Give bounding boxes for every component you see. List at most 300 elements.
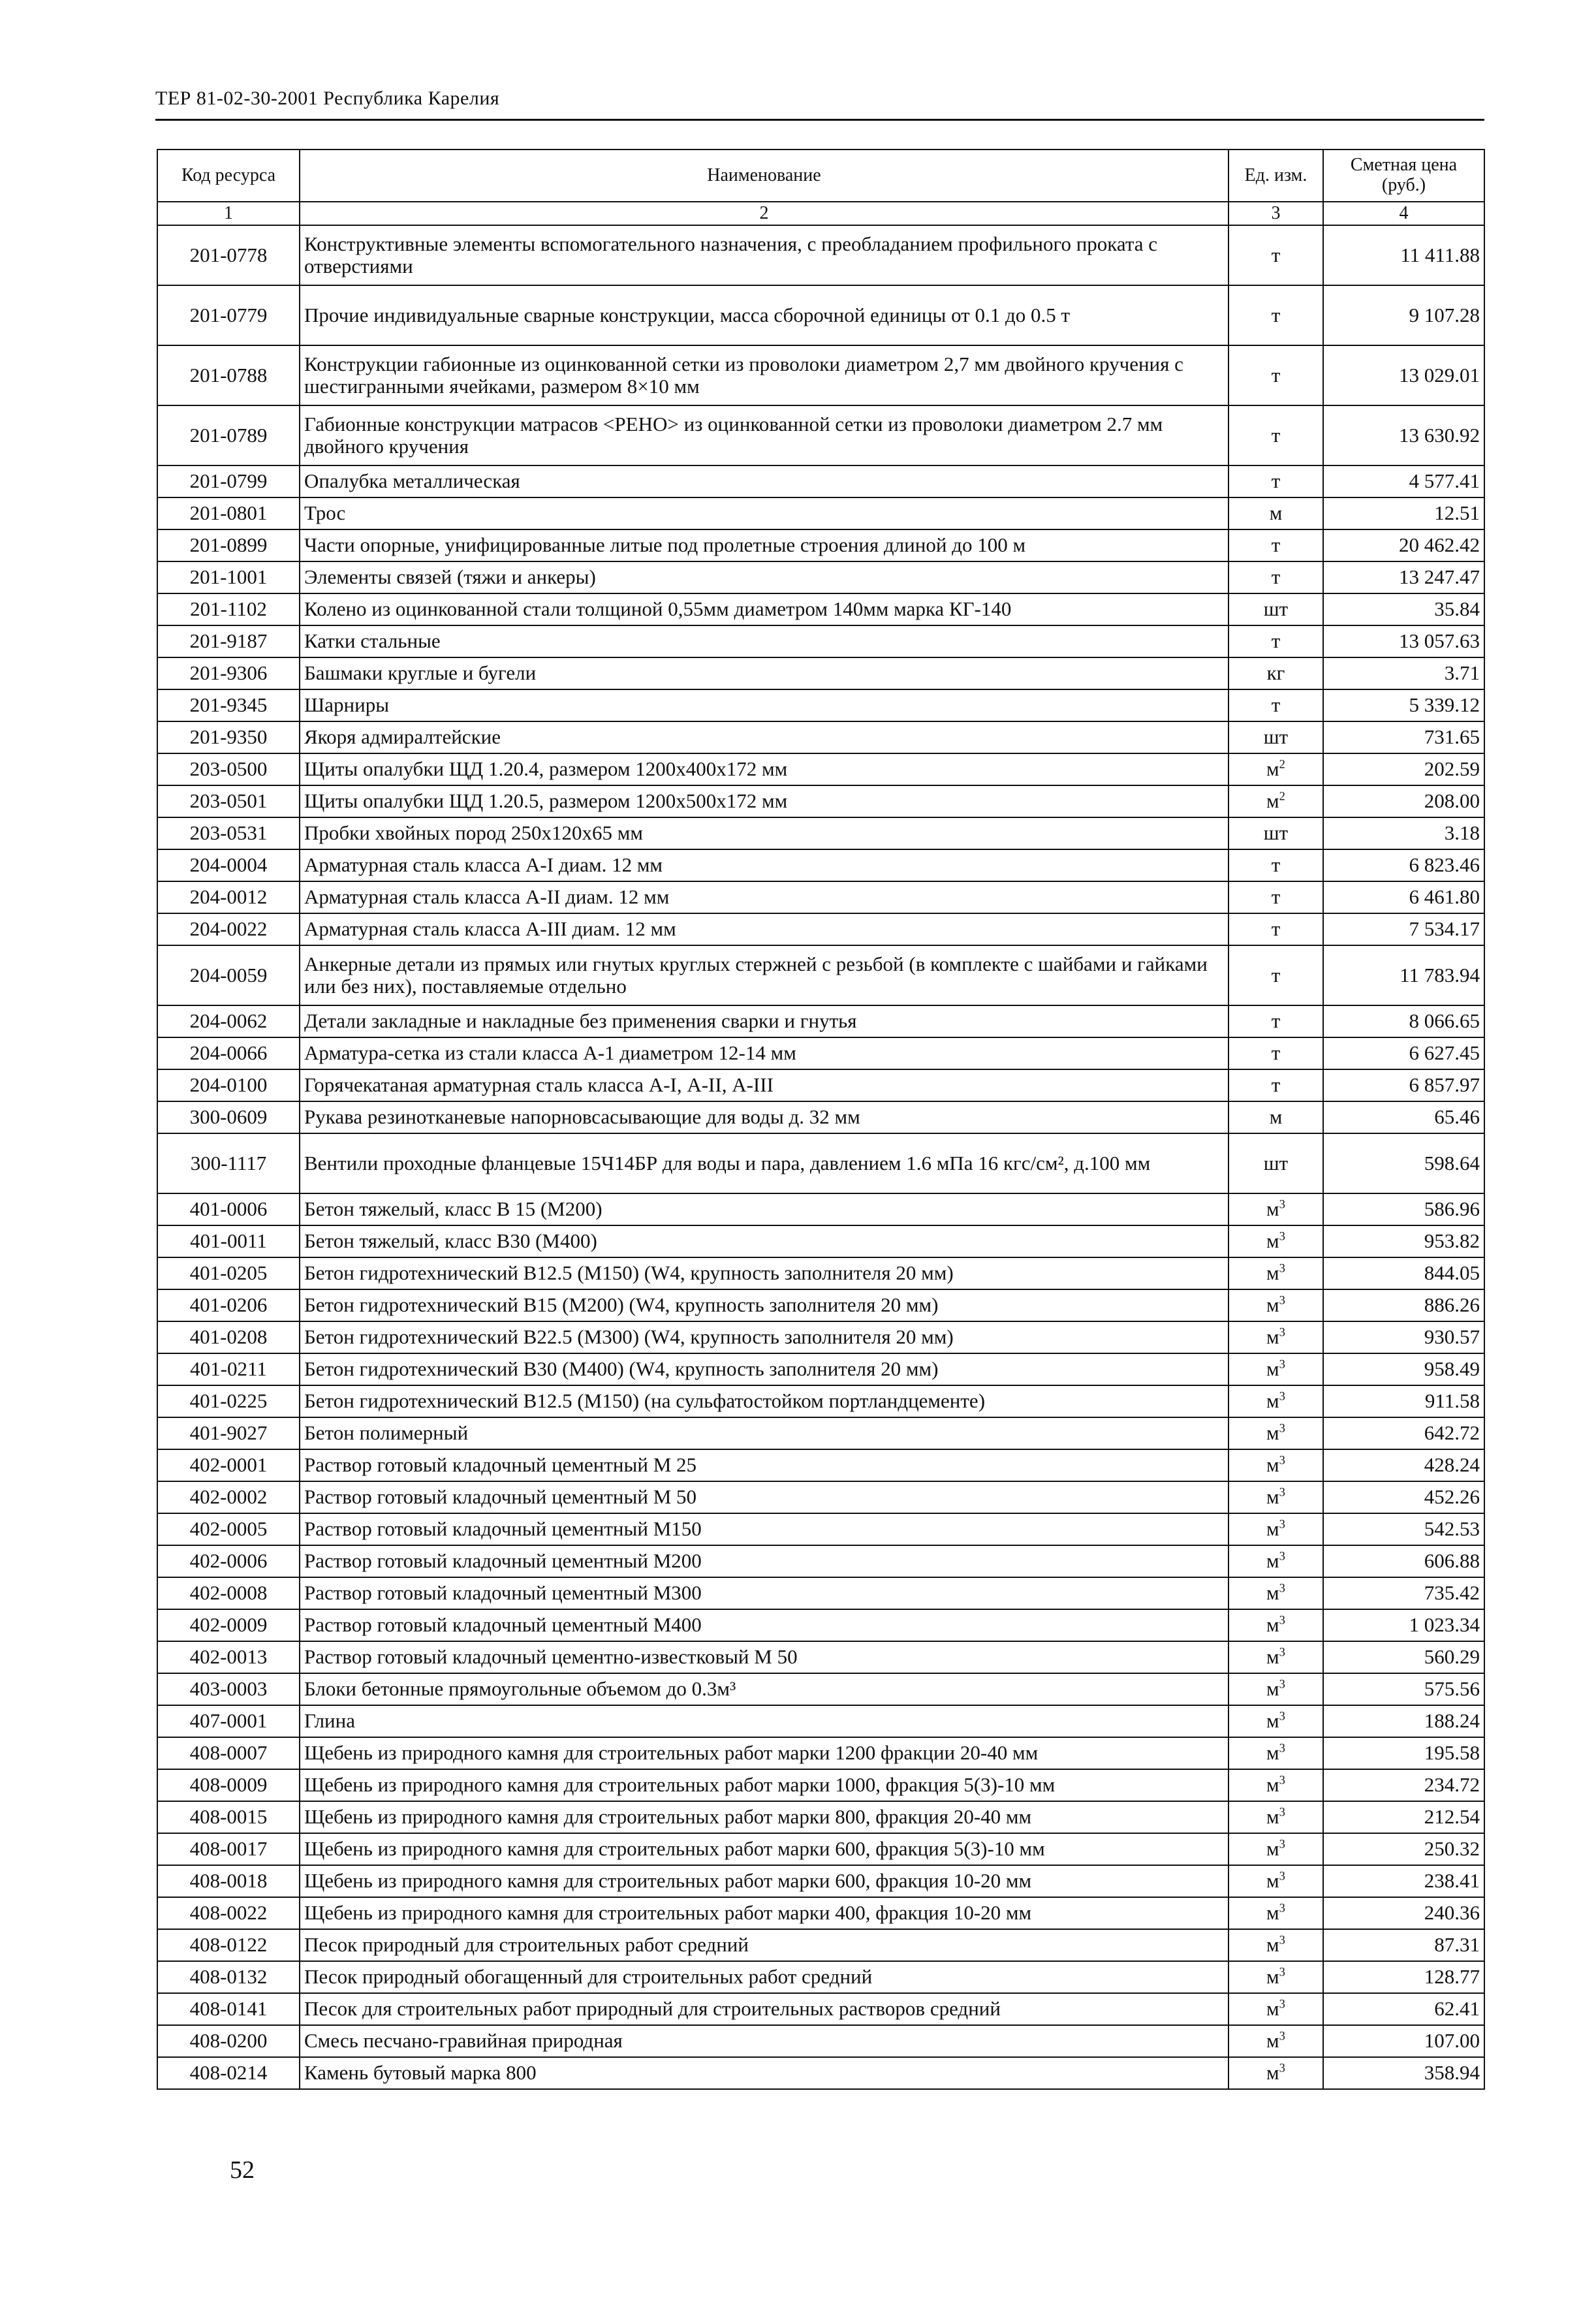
unit-cell [1228, 1385, 1323, 1417]
unit-label: т [1271, 533, 1281, 557]
table-row [157, 1321, 1484, 1353]
table-row [157, 1289, 1484, 1321]
unit-label: м [1266, 1197, 1279, 1221]
unit-exponent: 2 [1279, 790, 1285, 804]
resource-name-cell: Раствор готовый кладочный цементно-известковый М 50 [300, 1641, 1228, 1673]
resource-name-cell: Детали закладные и накладные без применения сварки и гнутья [300, 1005, 1228, 1037]
resource-code-cell: 300-0609 [157, 1101, 300, 1133]
unit-label: т [1271, 565, 1281, 589]
price-cell: 11 783.94 [1323, 945, 1484, 1005]
table-row [157, 1769, 1484, 1801]
price-cell: 13 630.92 [1323, 405, 1484, 465]
price-cell: 20 462.42 [1323, 529, 1484, 561]
price-cell: 542.53 [1323, 1513, 1484, 1545]
unit-cell [1228, 345, 1323, 405]
unit-label: м [1269, 501, 1283, 525]
resource-code-cell: 203-0501 [157, 785, 300, 817]
resource-name-cell: Габионные конструкции матрасов <РЕНО> из оцинкованной сетки из проволоки диаметром 2.7 мм двойного кручения [300, 405, 1228, 465]
table-row [157, 1257, 1484, 1289]
unit-cell [1228, 1545, 1323, 1577]
unit-label: м [1266, 1517, 1279, 1541]
unit-cell [1228, 689, 1323, 721]
price-cell: 844.05 [1323, 1257, 1484, 1289]
unit-cell [1228, 1833, 1323, 1865]
resource-name-cell: Бетон тяжелый, класс В 15 (М200) [300, 1193, 1228, 1225]
column-number: 3 [1228, 202, 1323, 225]
unit-label: м [1266, 1645, 1279, 1669]
unit-label: м [1266, 2029, 1279, 2053]
unit-cell [1228, 1069, 1323, 1101]
table-row [157, 689, 1484, 721]
resource-code-cell: 201-0801 [157, 497, 300, 529]
table-row [157, 625, 1484, 657]
resource-name-cell: Бетон полимерный [300, 1417, 1228, 1449]
column-number: 4 [1323, 202, 1484, 225]
resource-code-cell: 408-0122 [157, 1929, 300, 1961]
unit-cell [1228, 1673, 1323, 1705]
resource-name-cell: Раствор готовый кладочный цементный М200 [300, 1545, 1228, 1577]
column-header-name: Наименование [300, 150, 1228, 202]
resource-price-table [157, 149, 1485, 2090]
resource-name-cell: Элементы связей (тяжи и анкеры) [300, 561, 1228, 593]
unit-label: т [1271, 303, 1281, 326]
resource-code-cell: 402-0013 [157, 1641, 300, 1673]
price-cell: 5 339.12 [1323, 689, 1484, 721]
price-cell: 3.71 [1323, 657, 1484, 689]
unit-label: м [1266, 1805, 1279, 1829]
table-row [157, 1673, 1484, 1705]
unit-exponent: 3 [1279, 2062, 1285, 2076]
price-cell: 886.26 [1323, 1289, 1484, 1321]
resource-name-cell: Щебень из природного камня для строительных работ марки 400, фракция 10-20 мм [300, 1897, 1228, 1929]
unit-label: кг [1266, 661, 1285, 685]
resource-name-cell: Прочие индивидуальные сварные конструкции, масса сборочной единицы от 0.1 до 0.5 т [300, 285, 1228, 345]
unit-label: м [1266, 1485, 1279, 1509]
resource-name-cell: Щебень из природного камня для строительных работ марки 1200 фракции 20-40 мм [300, 1737, 1228, 1769]
unit-label: м [1266, 1389, 1279, 1413]
table-row [157, 1737, 1484, 1769]
unit-label: м [1266, 1421, 1279, 1445]
table-row [157, 1897, 1484, 1929]
unit-label: м [1266, 1293, 1279, 1317]
price-cell: 6 823.46 [1323, 849, 1484, 881]
unit-label: т [1271, 693, 1281, 717]
resource-code-cell: 401-0208 [157, 1321, 300, 1353]
table-row [157, 593, 1484, 625]
table-row [157, 1609, 1484, 1641]
resource-code-cell: 204-0059 [157, 945, 300, 1005]
unit-label: м [1266, 2061, 1279, 2085]
document-header: ТЕР 81-02-30-2001 Республика Карелия [155, 87, 500, 109]
table-row [157, 849, 1484, 881]
header-rule [155, 119, 1484, 121]
unit-exponent: 3 [1279, 1678, 1285, 1692]
unit-cell [1228, 405, 1323, 465]
price-cell: 6 461.80 [1323, 881, 1484, 913]
resource-name-cell: Бетон гидротехнический В12.5 (М150) (на сульфатостойком портландцементе) [300, 1385, 1228, 1417]
unit-label: м [1269, 1105, 1283, 1129]
resource-name-cell: Башмаки круглые и бугели [300, 657, 1228, 689]
table-row [157, 1577, 1484, 1609]
resource-code-cell: 407-0001 [157, 1705, 300, 1737]
unit-label: м [1266, 1741, 1279, 1765]
unit-cell [1228, 529, 1323, 561]
unit-cell [1228, 1705, 1323, 1737]
resource-code-cell: 204-0012 [157, 881, 300, 913]
unit-exponent: 3 [1279, 1902, 1285, 1916]
unit-label: м [1266, 1709, 1279, 1733]
unit-cell [1228, 1037, 1323, 1069]
unit-cell [1228, 1417, 1323, 1449]
unit-cell [1228, 1225, 1323, 1257]
resource-name-cell: Бетон гидротехнический В22.5 (М300) (W4, крупность заполнителя 20 мм) [300, 1321, 1228, 1353]
price-cell: 642.72 [1323, 1417, 1484, 1449]
unit-label: т [1271, 853, 1281, 877]
resource-name-cell: Песок природный обогащенный для строительных работ средний [300, 1961, 1228, 1993]
unit-cell [1228, 1321, 1323, 1353]
table-row [157, 1449, 1484, 1481]
resource-code-cell: 201-9187 [157, 625, 300, 657]
unit-label: шт [1263, 1151, 1289, 1174]
resource-name-cell: Шарниры [300, 689, 1228, 721]
resource-code-cell: 408-0017 [157, 1833, 300, 1865]
table-header-row [157, 150, 1484, 202]
unit-cell [1228, 1133, 1323, 1193]
resource-name-cell: Щебень из природного камня для строительных работ марки 1000, фракция 5(3)-10 мм [300, 1769, 1228, 1801]
table-row [157, 1929, 1484, 1961]
unit-label: шт [1263, 821, 1289, 845]
table-row [157, 1545, 1484, 1577]
resource-name-cell: Бетон гидротехнический В12.5 (М150) (W4, крупность заполнителя 20 мм) [300, 1257, 1228, 1289]
unit-exponent: 3 [1279, 1998, 1285, 2012]
resource-code-cell: 204-0022 [157, 913, 300, 945]
unit-exponent: 3 [1279, 1934, 1285, 1948]
table-row [157, 721, 1484, 753]
resource-code-cell: 204-0004 [157, 849, 300, 881]
resource-code-cell: 408-0015 [157, 1801, 300, 1833]
price-cell: 930.57 [1323, 1321, 1484, 1353]
unit-cell [1228, 817, 1323, 849]
unit-exponent: 3 [1279, 1294, 1285, 1308]
unit-cell [1228, 849, 1323, 881]
table-row [157, 285, 1484, 345]
resource-name-cell: Раствор готовый кладочный цементный М150 [300, 1513, 1228, 1545]
resource-code-cell: 204-0066 [157, 1037, 300, 1069]
price-cell: 6 857.97 [1323, 1069, 1484, 1101]
resource-code-cell: 408-0132 [157, 1961, 300, 1993]
unit-exponent: 3 [1279, 1326, 1285, 1340]
unit-label: м [1266, 1325, 1279, 1349]
unit-exponent: 3 [1279, 1646, 1285, 1660]
unit-label: т [1271, 1073, 1281, 1097]
price-cell: 606.88 [1323, 1545, 1484, 1577]
table-row [157, 225, 1484, 285]
unit-label: м [1266, 1965, 1279, 1989]
table-row [157, 497, 1484, 529]
price-cell: 575.56 [1323, 1673, 1484, 1705]
unit-cell [1228, 1289, 1323, 1321]
unit-label: м [1266, 757, 1279, 781]
resource-code-cell: 201-1102 [157, 593, 300, 625]
table-row [157, 2025, 1484, 2057]
unit-label: т [1271, 363, 1281, 386]
resource-name-cell: Глина [300, 1705, 1228, 1737]
resource-name-cell: Щиты опалубки ЩД 1.20.4, размером 1200х400х172 мм [300, 753, 1228, 785]
unit-cell [1228, 1641, 1323, 1673]
price-cell: 560.29 [1323, 1641, 1484, 1673]
price-cell: 65.46 [1323, 1101, 1484, 1133]
table-row [157, 1641, 1484, 1673]
unit-label: т [1271, 243, 1281, 266]
resource-name-cell: Песок для строительных работ природный для строительных растворов средний [300, 1993, 1228, 2025]
unit-exponent: 3 [1279, 1838, 1285, 1852]
column-header-price: Сметная цена (руб.) [1323, 150, 1484, 202]
resource-name-cell: Горячекатаная арматурная сталь класса А-I, А-II, А-III [300, 1069, 1228, 1101]
table-row [157, 561, 1484, 593]
price-cell: 4 577.41 [1323, 465, 1484, 497]
price-cell: 234.72 [1323, 1769, 1484, 1801]
unit-exponent: 3 [1279, 1422, 1285, 1436]
resource-name-cell: Арматурная сталь класса А-III диам. 12 мм [300, 913, 1228, 945]
table-row [157, 1513, 1484, 1545]
resource-name-cell: Смесь песчано-гравийная природная [300, 2025, 1228, 2057]
unit-label: т [1271, 629, 1281, 653]
price-cell: 13 029.01 [1323, 345, 1484, 405]
unit-cell [1228, 1897, 1323, 1929]
resource-code-cell: 201-9345 [157, 689, 300, 721]
table-row [157, 1133, 1484, 1193]
table-row [157, 881, 1484, 913]
resource-name-cell: Анкерные детали из прямых или гнутых круглых стержней с резьбой (в комплекте с шайбами и гайками или без них), поставляемые отдельно [300, 945, 1228, 1005]
table-row [157, 1833, 1484, 1865]
unit-exponent: 3 [1279, 1614, 1285, 1628]
unit-label: м [1266, 789, 1279, 813]
price-cell: 598.64 [1323, 1133, 1484, 1193]
page-number: 52 [230, 2156, 255, 2184]
unit-exponent: 3 [1279, 1454, 1285, 1468]
unit-label: т [1271, 423, 1281, 447]
resource-name-cell: Вентили проходные фланцевые 15Ч14БР для воды и пара, давлением 1.6 мПа 16 кгс/см², д.100 мм [300, 1133, 1228, 1193]
resource-code-cell: 201-0788 [157, 345, 300, 405]
resource-name-cell: Раствор готовый кладочный цементный М 25 [300, 1449, 1228, 1481]
unit-exponent: 3 [1279, 2030, 1285, 2044]
unit-label: м [1266, 1837, 1279, 1861]
price-cell: 195.58 [1323, 1737, 1484, 1769]
resource-name-cell: Арматурная сталь класса А-II диам. 12 мм [300, 881, 1228, 913]
unit-label: м [1266, 1357, 1279, 1381]
resource-code-cell: 401-0206 [157, 1289, 300, 1321]
resource-name-cell: Бетон гидротехнический В15 (М200) (W4, крупность заполнителя 20 мм) [300, 1289, 1228, 1321]
unit-exponent: 3 [1279, 1582, 1285, 1596]
unit-label: т [1271, 469, 1281, 493]
table-row [157, 1193, 1484, 1225]
resource-code-cell: 402-0008 [157, 1577, 300, 1609]
unit-label: т [1271, 963, 1281, 986]
unit-cell [1228, 1257, 1323, 1289]
table-row [157, 1801, 1484, 1833]
unit-label: м [1266, 1901, 1279, 1925]
unit-exponent: 3 [1279, 1742, 1285, 1756]
unit-cell [1228, 1101, 1323, 1133]
unit-label: м [1266, 1229, 1279, 1253]
resource-code-cell: 204-0062 [157, 1005, 300, 1037]
unit-label: м [1266, 1549, 1279, 1573]
table-row [157, 913, 1484, 945]
price-cell: 958.49 [1323, 1353, 1484, 1385]
resource-code-cell: 402-0006 [157, 1545, 300, 1577]
resource-name-cell: Арматурная сталь класса А-I диам. 12 мм [300, 849, 1228, 881]
table-row [157, 1417, 1484, 1449]
unit-label: м [1266, 1581, 1279, 1605]
resource-code-cell: 201-0789 [157, 405, 300, 465]
resource-name-cell: Якоря адмиралтейские [300, 721, 1228, 753]
resource-name-cell: Конструктивные элементы вспомогательного назначения, с преобладанием профильного проката с отверстиями [300, 225, 1228, 285]
table-row [157, 2057, 1484, 2089]
unit-cell [1228, 225, 1323, 285]
unit-cell [1228, 593, 1323, 625]
resource-code-cell: 402-0001 [157, 1449, 300, 1481]
resource-code-cell: 201-1001 [157, 561, 300, 593]
unit-cell [1228, 497, 1323, 529]
table-row [157, 1385, 1484, 1417]
table-row [157, 1481, 1484, 1513]
price-cell: 452.26 [1323, 1481, 1484, 1513]
unit-cell [1228, 1481, 1323, 1513]
unit-cell [1228, 1449, 1323, 1481]
table-row [157, 1225, 1484, 1257]
unit-cell [1228, 285, 1323, 345]
unit-label: м [1266, 1933, 1279, 1957]
price-cell: 953.82 [1323, 1225, 1484, 1257]
column-header-code: Код ресурса [157, 150, 300, 202]
table-row [157, 1353, 1484, 1385]
resource-code-cell: 408-0141 [157, 1993, 300, 2025]
unit-exponent: 2 [1279, 758, 1285, 772]
resource-code-cell: 201-0778 [157, 225, 300, 285]
unit-cell [1228, 881, 1323, 913]
unit-exponent: 3 [1279, 1710, 1285, 1724]
unit-exponent: 3 [1279, 1262, 1285, 1276]
price-cell: 11 411.88 [1323, 225, 1484, 285]
resource-code-cell: 401-0205 [157, 1257, 300, 1289]
resource-code-cell: 408-0007 [157, 1737, 300, 1769]
unit-label: т [1271, 1041, 1281, 1065]
unit-cell [1228, 2057, 1323, 2089]
unit-cell [1228, 1961, 1323, 1993]
price-cell: 240.36 [1323, 1897, 1484, 1929]
unit-label: шт [1263, 597, 1289, 621]
table-row [157, 1037, 1484, 1069]
unit-cell [1228, 2025, 1323, 2057]
unit-cell [1228, 1353, 1323, 1385]
unit-label: м [1266, 1997, 1279, 2021]
table-row [157, 1705, 1484, 1737]
price-cell: 62.41 [1323, 1993, 1484, 2025]
resource-name-cell: Арматура-сетка из стали класса А-1 диаметром 12-14 мм [300, 1037, 1228, 1069]
unit-cell [1228, 1769, 1323, 1801]
unit-cell [1228, 945, 1323, 1005]
table-row [157, 657, 1484, 689]
unit-label: м [1266, 1453, 1279, 1477]
resource-code-cell: 408-0214 [157, 2057, 300, 2089]
table-row [157, 1993, 1484, 2025]
unit-label: м [1266, 1677, 1279, 1701]
resource-name-cell: Щиты опалубки ЩД 1.20.5, размером 1200х500х172 мм [300, 785, 1228, 817]
resource-name-cell: Колено из оцинкованной стали толщиной 0,55мм диаметром 140мм марка КГ-140 [300, 593, 1228, 625]
price-cell: 586.96 [1323, 1193, 1484, 1225]
resource-name-cell: Конструкции габионные из оцинкованной сетки из проволоки диаметром 2,7 мм двойного кручения с шестигранными ячейками, размером 8×10 мм [300, 345, 1228, 405]
price-cell: 128.77 [1323, 1961, 1484, 1993]
table-row [157, 753, 1484, 785]
unit-label: т [1271, 1009, 1281, 1033]
table-row [157, 465, 1484, 497]
resource-name-cell: Катки стальные [300, 625, 1228, 657]
unit-cell [1228, 1929, 1323, 1961]
resource-code-cell: 408-0200 [157, 2025, 300, 2057]
resource-code-cell: 300-1117 [157, 1133, 300, 1193]
resource-name-cell: Щебень из природного камня для строительных работ марки 800, фракция 20-40 мм [300, 1801, 1228, 1833]
resource-name-cell: Рукава резинотканевые напорновсасывающие для воды д. 32 мм [300, 1101, 1228, 1133]
table-row [157, 345, 1484, 405]
unit-cell [1228, 1737, 1323, 1769]
price-cell: 212.54 [1323, 1801, 1484, 1833]
price-cell: 6 627.45 [1323, 1037, 1484, 1069]
price-cell: 12.51 [1323, 497, 1484, 529]
unit-label: м [1266, 1773, 1279, 1797]
resource-code-cell: 401-0211 [157, 1353, 300, 1385]
unit-exponent: 3 [1279, 1198, 1285, 1212]
price-cell: 358.94 [1323, 2057, 1484, 2089]
unit-exponent: 3 [1279, 1486, 1285, 1500]
resource-name-cell: Щебень из природного камня для строительных работ марки 600, фракция 5(3)-10 мм [300, 1833, 1228, 1865]
price-cell: 1 023.34 [1323, 1609, 1484, 1641]
price-cell: 911.58 [1323, 1385, 1484, 1417]
resource-code-cell: 201-9350 [157, 721, 300, 753]
resource-code-cell: 401-9027 [157, 1417, 300, 1449]
resource-name-cell: Бетон тяжелый, класс В30 (М400) [300, 1225, 1228, 1257]
unit-label: м [1266, 1261, 1279, 1285]
unit-exponent: 3 [1279, 1550, 1285, 1564]
table-row [157, 785, 1484, 817]
resource-code-cell: 402-0005 [157, 1513, 300, 1545]
resource-code-cell: 401-0011 [157, 1225, 300, 1257]
unit-exponent: 3 [1279, 1358, 1285, 1372]
unit-exponent: 3 [1279, 1774, 1285, 1788]
unit-cell [1228, 913, 1323, 945]
resource-code-cell: 203-0531 [157, 817, 300, 849]
unit-exponent: 3 [1279, 1806, 1285, 1820]
unit-label: м [1266, 1613, 1279, 1637]
resource-code-cell: 201-9306 [157, 657, 300, 689]
price-cell: 7 534.17 [1323, 913, 1484, 945]
resource-name-cell: Опалубка металлическая [300, 465, 1228, 497]
table-row [157, 817, 1484, 849]
resource-code-cell: 204-0100 [157, 1069, 300, 1101]
price-cell: 13 057.63 [1323, 625, 1484, 657]
resource-code-cell: 402-0009 [157, 1609, 300, 1641]
unit-exponent: 3 [1279, 1870, 1285, 1884]
resource-name-cell: Щебень из природного камня для строительных работ марки 600, фракция 10-20 мм [300, 1865, 1228, 1897]
price-cell: 188.24 [1323, 1705, 1484, 1737]
resource-name-cell: Пробки хвойных пород 250х120х65 мм [300, 817, 1228, 849]
unit-cell [1228, 1993, 1323, 2025]
resource-name-cell: Трос [300, 497, 1228, 529]
resource-code-cell: 408-0009 [157, 1769, 300, 1801]
unit-cell [1228, 1865, 1323, 1897]
table-row [157, 1069, 1484, 1101]
table-row [157, 1961, 1484, 1993]
unit-cell [1228, 785, 1323, 817]
